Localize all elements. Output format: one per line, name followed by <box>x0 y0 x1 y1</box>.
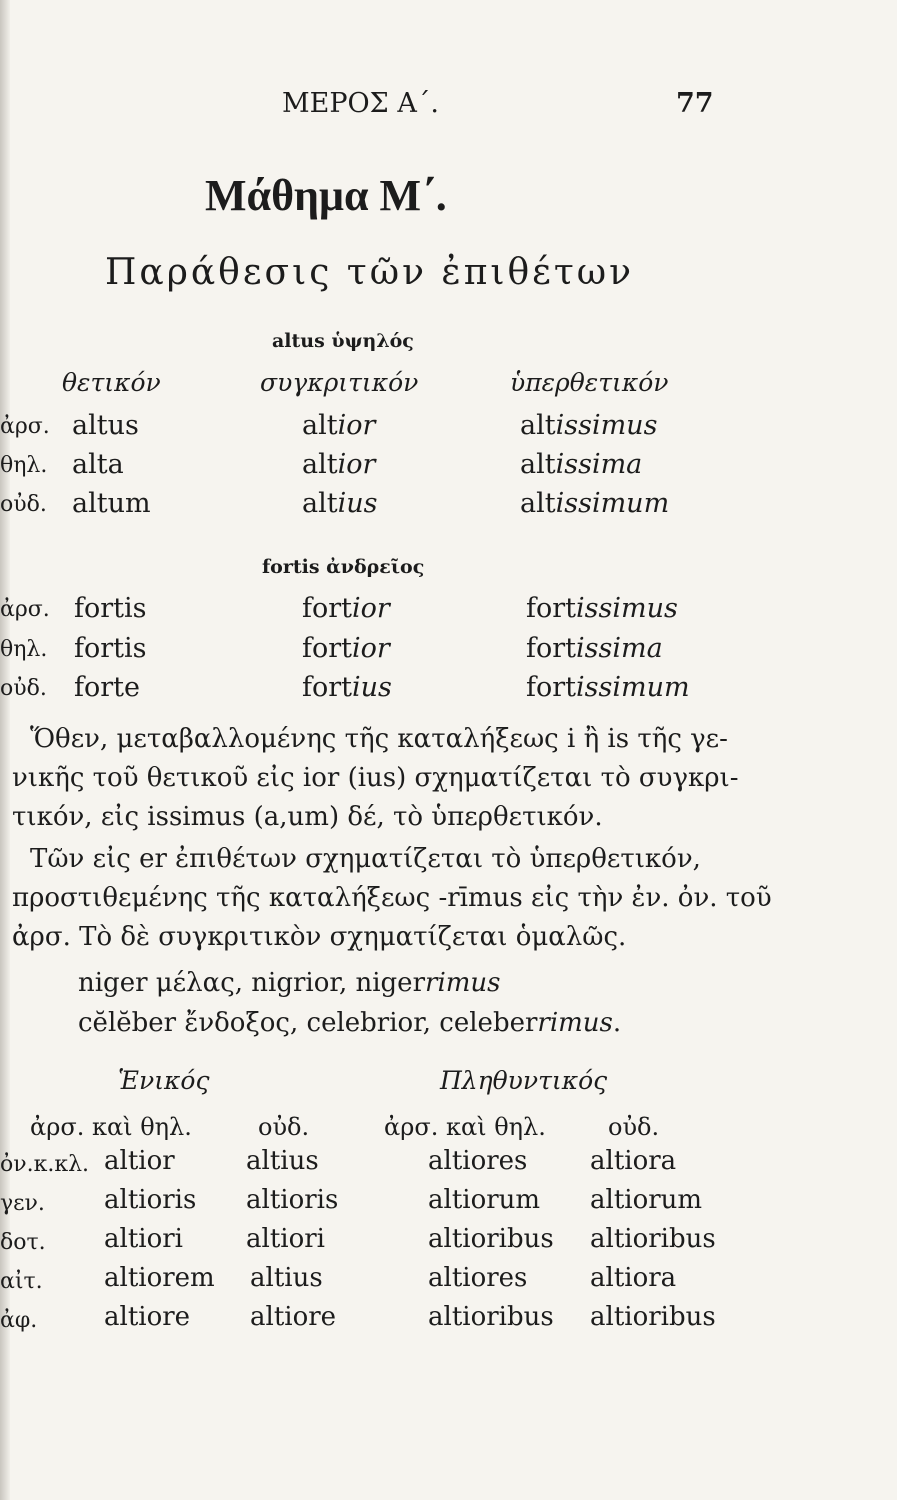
stem: alt <box>302 449 338 480</box>
column-header: ἀρσ. καὶ θηλ. <box>384 1113 546 1141</box>
table-cell: altiores <box>428 1263 528 1293</box>
example-text: niger μέλας, nigrior, niger <box>78 968 426 998</box>
suffix: ior <box>337 410 376 441</box>
comparative-form <box>302 593 390 624</box>
superlative-form <box>526 672 690 703</box>
stem: alt <box>520 410 556 441</box>
stem: alt <box>520 488 556 519</box>
suffix: ior <box>337 449 376 480</box>
gender-label: οὐδ. <box>0 676 47 701</box>
example-text: cĕlĕber ἔνδοξος, celebrior, celeber <box>78 1008 538 1038</box>
suffix: issimus <box>576 593 678 624</box>
gender-label: θηλ. <box>0 453 48 478</box>
column-header: οὐδ. <box>258 1113 310 1141</box>
positive-form: altus <box>72 410 139 441</box>
subtitle: Παράθεσις τῶν ἐπιθέτων <box>105 252 634 293</box>
table-cell: altiorum <box>428 1185 541 1215</box>
table-cell: altioris <box>246 1185 339 1215</box>
paragraph-line: ἀρσ. Τὸ δὲ συγκριτικὸν σχηματίζεται ὁμαλῶς. <box>12 922 627 952</box>
superlative-form <box>526 633 663 664</box>
superlative-form <box>520 449 642 480</box>
suffix: issima <box>555 449 643 480</box>
stem: fort <box>302 672 353 703</box>
case-label: ὀν.κ.κλ. <box>0 1152 90 1177</box>
table-cell: altiorum <box>590 1185 703 1215</box>
case-label: γεν. <box>0 1191 45 1216</box>
comparative-form <box>302 633 390 664</box>
positive-form: fortis <box>74 633 147 664</box>
suffix: issimum <box>555 488 670 519</box>
example-line <box>78 1008 621 1038</box>
adjective-title-altus: altus ὑψηλός <box>272 330 414 352</box>
table-cell: altioribus <box>590 1224 716 1254</box>
table-cell: altiori <box>104 1224 183 1254</box>
superlative-form <box>526 593 678 624</box>
stem: alt <box>520 449 556 480</box>
table-cell: altioris <box>104 1185 197 1215</box>
paragraph-line: τικόν, εἰς issimus (a,um) δέ, τὸ ὑπερθετικόν. <box>12 802 603 832</box>
gender-label: οὐδ. <box>0 492 47 517</box>
table-cell: altiore <box>250 1302 337 1332</box>
stem: fort <box>302 593 353 624</box>
paragraph-line: προστιθεμένης τῆς καταλήξεως -rīmus εἰς τὴν ἐν. ὀν. τοῦ <box>12 883 772 913</box>
paragraph-line: νικῆς τοῦ θετικοῦ εἰς ior (ius) σχηματίζεται τὸ συγκρι- <box>12 763 739 793</box>
table-cell: altioribus <box>590 1302 716 1332</box>
column-header: ἀρσ. καὶ θηλ. <box>30 1113 192 1141</box>
stem: fort <box>526 593 577 624</box>
table-cell: altioribus <box>428 1224 554 1254</box>
suffix: issima <box>576 633 663 664</box>
case-label: δοτ. <box>0 1230 46 1255</box>
column-header-superlative: ὑπερθετικόν <box>510 368 669 397</box>
positive-form: forte <box>74 672 140 703</box>
lesson-title: Μάθημα Μ΄. <box>205 171 447 220</box>
suffix: ius <box>337 488 378 519</box>
positive-form: alta <box>72 449 124 480</box>
gender-label: θηλ. <box>0 637 48 662</box>
stem: fort <box>526 672 577 703</box>
positive-form: fortis <box>74 593 147 624</box>
comparative-form <box>302 410 375 441</box>
column-header: οὐδ. <box>608 1113 660 1141</box>
suffix: issimus <box>555 410 658 441</box>
positive-form: altum <box>72 488 151 519</box>
paragraph-line: Ὅθεν, μεταβαλλομένης τῆς καταλήξεως i ἢ is τῆς γε- <box>30 724 728 754</box>
table-cell: altiora <box>590 1263 677 1293</box>
table-cell: altiores <box>428 1146 528 1176</box>
example-line <box>78 968 501 998</box>
stem: alt <box>302 488 338 519</box>
table-cell: altiora <box>590 1146 677 1176</box>
column-header-comparative: συγκριτικόν <box>260 368 419 397</box>
gender-label: ἀρσ. <box>0 414 50 439</box>
table-cell: altius <box>246 1146 319 1176</box>
suffix: issimum <box>576 672 690 703</box>
stem: fort <box>302 633 353 664</box>
superlative-form <box>520 410 657 441</box>
stem: fort <box>526 633 577 664</box>
comparative-form <box>302 449 375 480</box>
case-label: αἰτ. <box>0 1269 43 1294</box>
stem: alt <box>302 410 338 441</box>
adjective-title-fortis: fortis ἀνδρεῖος <box>262 556 425 578</box>
comparative-form <box>302 672 392 703</box>
table-cell: altior <box>104 1146 175 1176</box>
column-header-positive: θετικόν <box>62 368 161 397</box>
page-number: 77 <box>676 88 714 119</box>
section-header: ΜΕΡΟΣ Α΄. <box>282 88 439 119</box>
gender-label: ἀρσ. <box>0 597 50 622</box>
paragraph-line: Τῶν εἰς er ἐπιθέτων σχηματίζεται τὸ ὑπερθετικόν, <box>30 844 701 874</box>
case-label: ἀφ. <box>0 1308 38 1333</box>
table-cell: altioribus <box>428 1302 554 1332</box>
table-cell: altius <box>250 1263 323 1293</box>
comparative-form <box>302 488 377 519</box>
table-cell: altiore <box>104 1302 191 1332</box>
suffix: rimus <box>537 1008 613 1038</box>
superlative-form <box>520 488 669 519</box>
table-cell: altiorem <box>104 1263 215 1293</box>
suffix: ior <box>352 593 390 624</box>
table-cell: altiori <box>246 1224 325 1254</box>
example-suffix: rimus <box>425 968 501 998</box>
suffix: ior <box>352 633 390 664</box>
plural-title: Πληθυντικός <box>440 1066 608 1095</box>
suffix: ius <box>352 672 392 703</box>
singular-title: Ἑνικός <box>118 1066 210 1095</box>
example-end: . <box>612 1008 622 1038</box>
